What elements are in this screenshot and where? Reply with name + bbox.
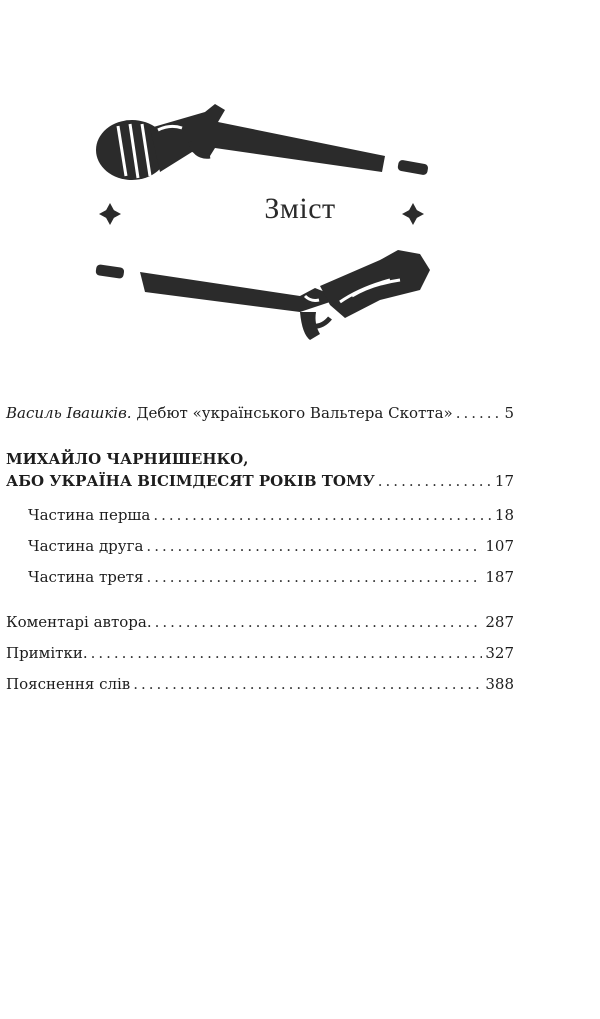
leader-dots (133, 675, 482, 693)
table-of-contents (6, 404, 514, 706)
leader-dots (155, 613, 483, 631)
novel-page: 17 (494, 472, 514, 490)
toc-entry-intro[interactable] (6, 404, 514, 426)
intro-title: Дебют «українського Вальтера Скотта» (136, 404, 453, 422)
novel-heading-line1: МИХАЙЛО ЧАРНИШЕНКО, (6, 450, 249, 468)
toc-entry-notes[interactable]: Примітки. ..... 327 (6, 644, 514, 675)
toc-entry-glossary[interactable]: Пояснення слів ..... 388 (6, 675, 514, 706)
pistol-ornament (0, 0, 600, 360)
toc-entry-part-2[interactable]: Частина друга ..... 107 (6, 537, 514, 568)
toc-entry-part-1[interactable]: Частина перша ..... 18 (6, 506, 514, 537)
top-pistol-icon (96, 104, 429, 180)
novel-heading-line2: АБО УКРАЇНА ВІСІМДЕСЯТ РОКІВ ТОМУ (6, 472, 375, 490)
leader-dots (91, 644, 483, 662)
leader-dots (378, 472, 492, 490)
toc-entry-part-3[interactable]: Частина третя ..... 187 (6, 568, 514, 599)
leader-dots (146, 568, 482, 586)
intro-page: 5 (504, 404, 514, 422)
toc-entry-comments[interactable]: Коментарі автора. ..... 287 (6, 613, 514, 644)
leader-dots (456, 404, 502, 422)
toc-entry-novel[interactable] (6, 472, 514, 494)
page-title: Зміст (264, 192, 336, 225)
bottom-pistol-icon (95, 250, 430, 340)
leader-dots (153, 506, 492, 524)
leader-dots (146, 537, 482, 555)
intro-author: Василь Івашків. (6, 404, 132, 422)
